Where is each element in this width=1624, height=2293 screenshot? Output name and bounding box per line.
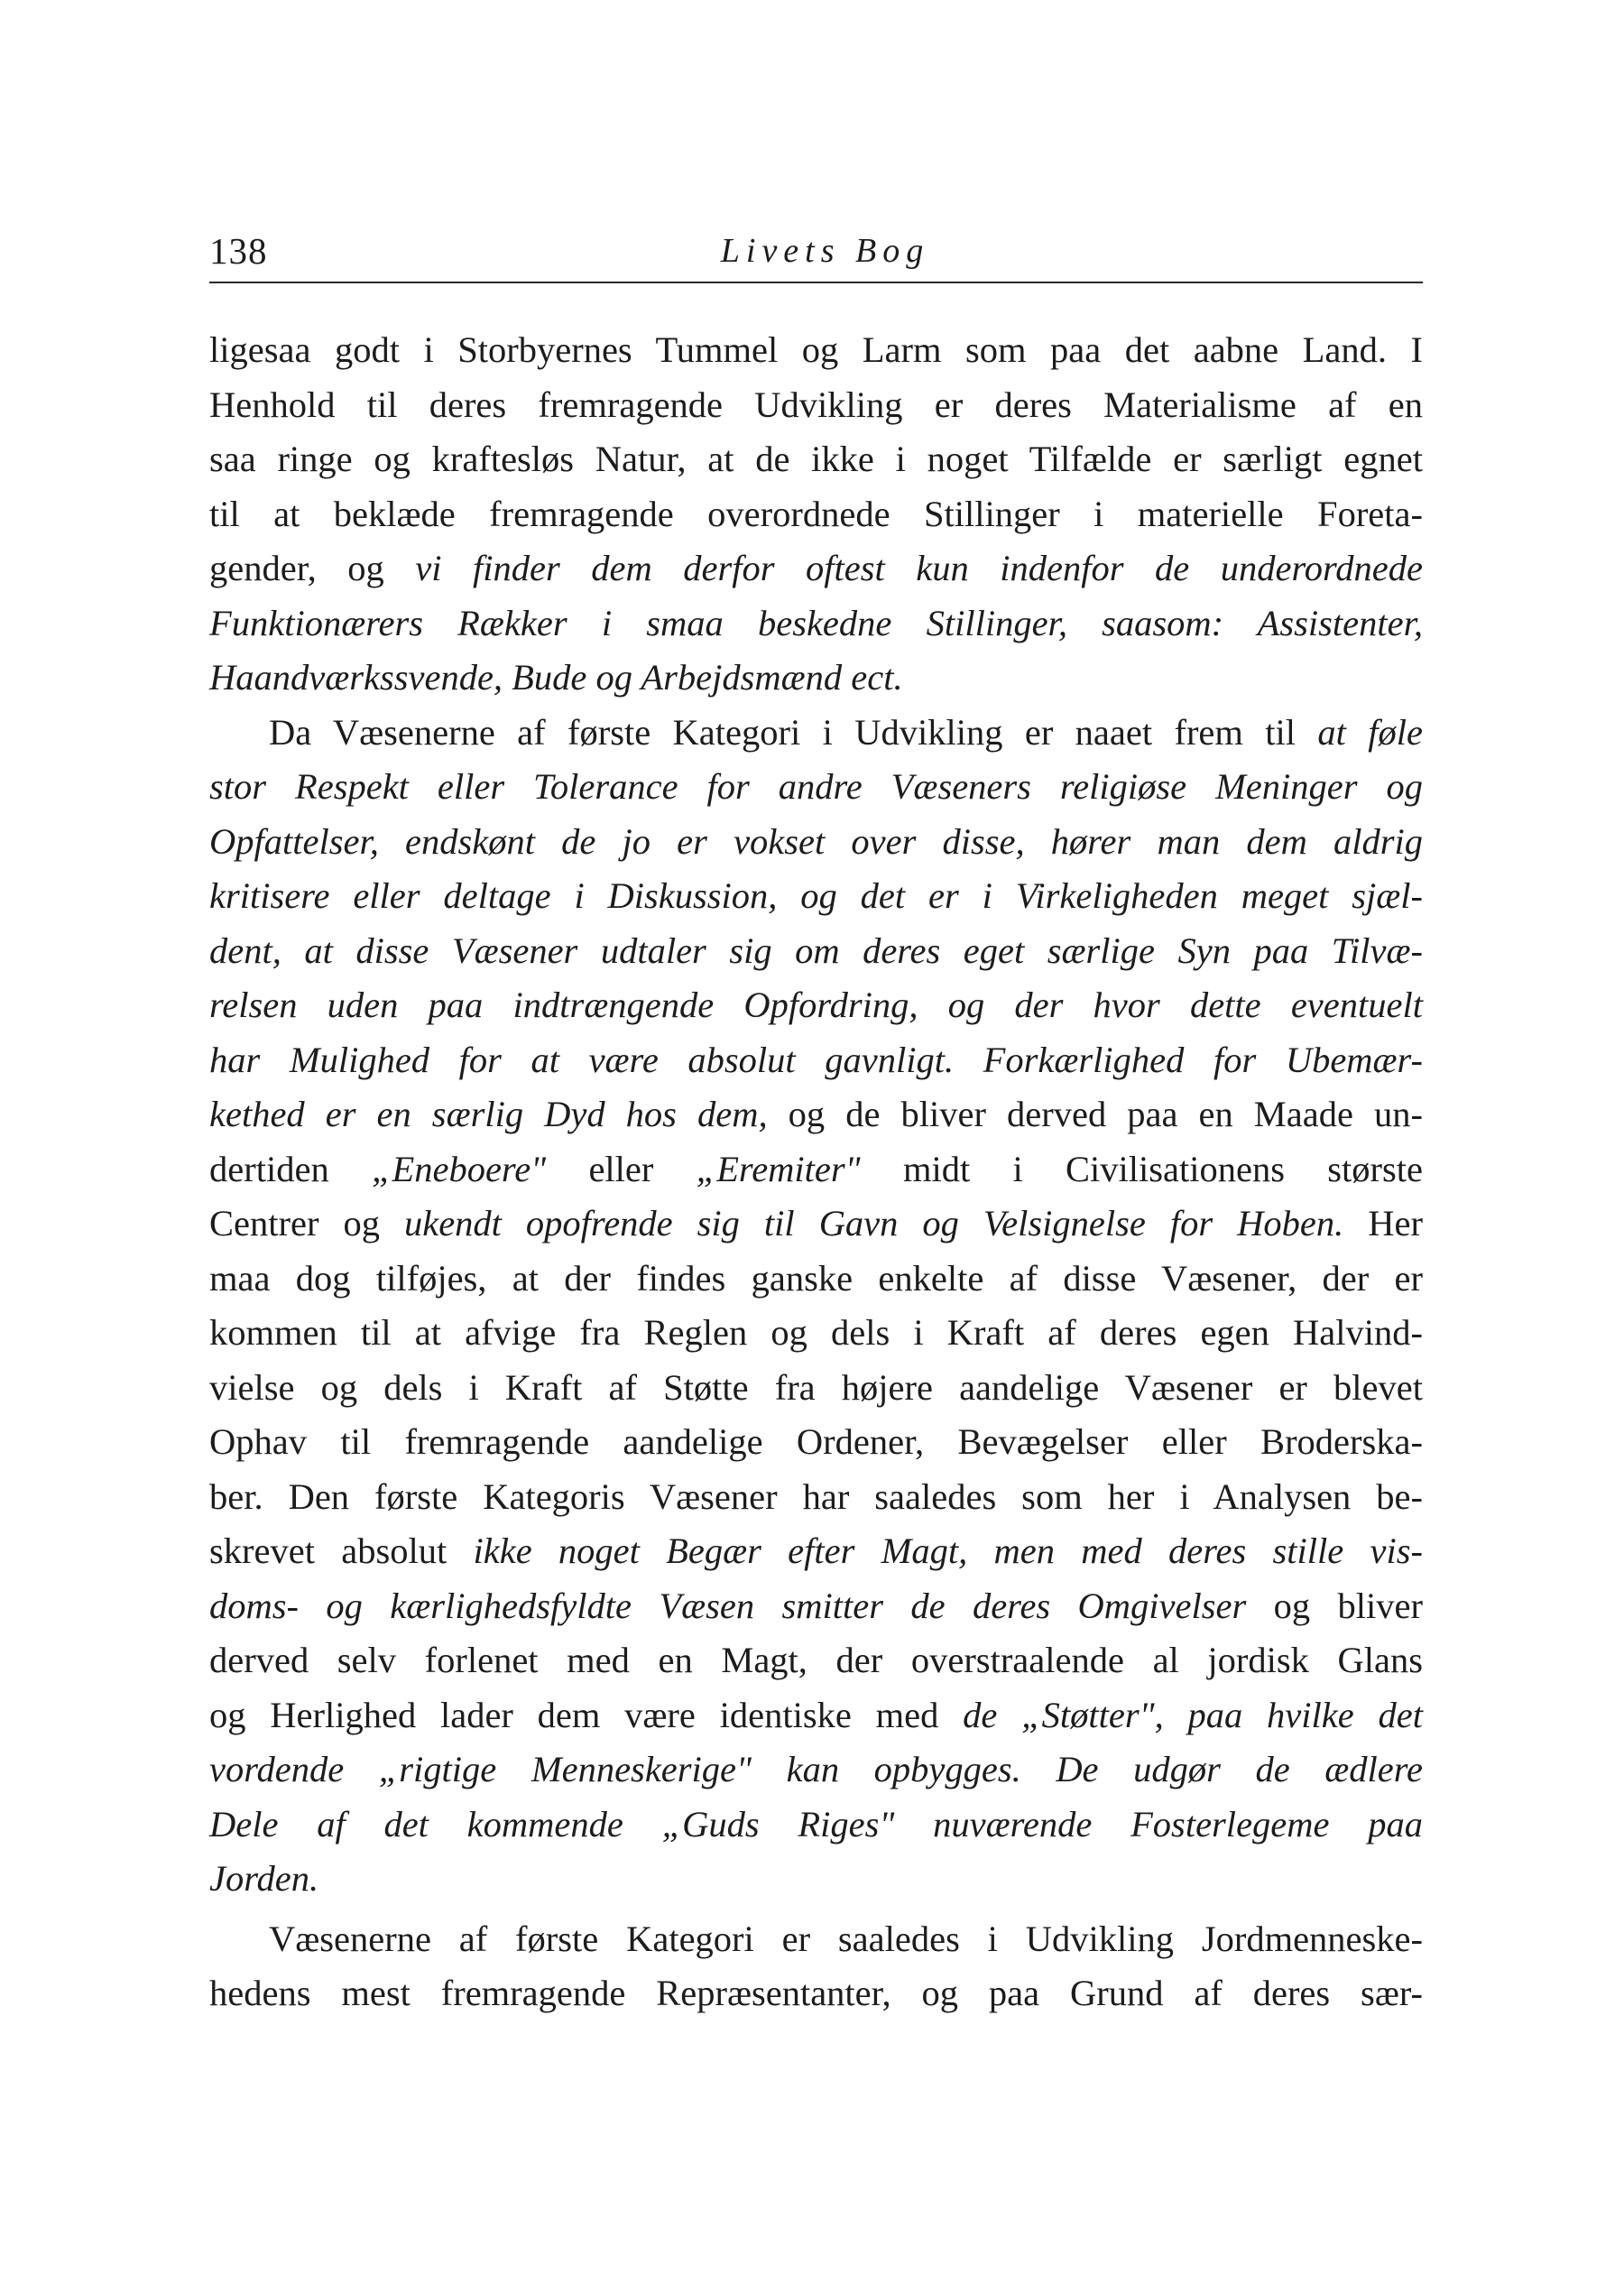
text-line — [209, 487, 1423, 542]
text-segment: skrevet absolut — [209, 1530, 474, 1571]
text-line — [209, 1415, 1423, 1470]
text-line — [209, 1524, 1423, 1579]
text-segment: gender, og — [209, 548, 416, 588]
text-line — [209, 651, 1423, 706]
text-segment: Henhold til deres fremragende Udvikling er deres Materialisme af en — [209, 384, 1423, 425]
italic-text: Haandværkssvende, Bude og Arbejdsmænd ect. — [209, 657, 903, 698]
text-line — [209, 378, 1423, 433]
text-segment: ber. Den første Kategoris Væsener har saaledes som her i Analysen be- — [209, 1475, 1423, 1517]
text-segment: Her — [1343, 1203, 1423, 1244]
text-segment: saa ringe og kraftesløs Natur, at de ikke i noget Tilfælde er særligt egnet — [209, 439, 1423, 479]
body-text — [209, 323, 1423, 2021]
text-line — [209, 1252, 1423, 1307]
italic-text: Dele af det kommende „Guds Riges" nuværende Fosterlegeme paa — [209, 1803, 1423, 1845]
italic-text: relsen uden paa indtrængende Opfordring, og der hvor dette eventuelt — [209, 985, 1423, 1025]
text-segment: ligesaa godt i Storbyernes Tummel og Larm som paa det aabne Land. I — [209, 329, 1423, 370]
italic-text: „Eneboere" — [371, 1148, 547, 1189]
italic-text: Jorden. — [209, 1858, 319, 1899]
text-segment: Da Væsenerne af første Kategori i Udvikling er naaet frem til — [269, 711, 1318, 753]
text-line — [209, 1306, 1423, 1361]
text-line — [209, 1798, 1423, 1853]
italic-text: Funktionærers Rækker i smaa beskedne Stillinger, saasom: Assistenter, — [209, 602, 1423, 643]
text-line — [209, 1142, 1423, 1197]
text-segment: Centrer og — [209, 1203, 404, 1244]
text-line — [209, 1688, 1423, 1743]
page-header — [209, 227, 1423, 283]
text-segment: Ophav til fremragende aandelige Ordener, Bevægelser eller Broderska- — [209, 1421, 1423, 1462]
text-line — [209, 541, 1423, 596]
text-segment: vielse og dels i Kraft af Støtte fra højere aandelige Væsener er blevet — [209, 1366, 1423, 1408]
text-segment: til at beklæde fremragende overordnede Stillinger i materielle Foreta- — [209, 493, 1423, 534]
italic-text: kritisere eller deltage i Diskussion, — [209, 875, 801, 916]
text-line — [209, 760, 1423, 815]
italic-text: „Eremiter" — [696, 1148, 861, 1189]
text-segment: eller — [546, 1148, 697, 1189]
text-line — [209, 1470, 1423, 1525]
text-segment: hedens mest fremragende Repræsentanter, og paa Grund af deres sær- — [209, 1973, 1423, 2013]
text-segment: og bliver — [1246, 1585, 1423, 1626]
italic-text: doms- og kærlighedsfyldte Væsen smitter de deres Omgivelser — [209, 1585, 1247, 1626]
italic-text: dent, at disse Væsener udtaler sig om deres eget særlige Syn paa Tilvæ- — [209, 929, 1423, 971]
italic-text: stor Respekt eller Tolerance for andre Væseners religiøse Meninger og — [209, 766, 1423, 807]
text-segment: maa dog tilføjes, at der findes ganske enkelte af disse Væsener, der er — [209, 1257, 1423, 1299]
text-line — [209, 1033, 1423, 1088]
text-line — [209, 978, 1423, 1033]
text-line — [209, 596, 1423, 652]
text-segment: kommen til at afvige fra Reglen og dels i Kraft af deres egen Halvind- — [209, 1312, 1423, 1353]
text-line — [209, 1579, 1423, 1634]
italic-text: og det er i — [800, 875, 1016, 916]
text-segment: og Herlighed lader dem være identiske med — [209, 1694, 964, 1735]
italic-text: ukendt opofrende sig til Gavn og Velsignelse for Hoben. — [403, 1203, 1344, 1244]
italic-text: kethed er en særlig Dyd hos dem, — [209, 1094, 768, 1134]
italic-text: vordende „rigtige Menneskerige" kan opbygges. De udgør de ædlere — [209, 1749, 1423, 1789]
text-segment: dertiden — [209, 1148, 372, 1189]
text-line — [209, 323, 1423, 378]
italic-text: vi finder dem derfor oftest kun indenfor de underordnede — [415, 548, 1423, 588]
italic-text: at føle — [1317, 711, 1424, 753]
text-line — [209, 1087, 1423, 1142]
text-line — [209, 1852, 1423, 1907]
text-line — [209, 924, 1423, 979]
text-segment: derved selv forlenet med en Magt, der overstraalende al jordisk Glans — [209, 1640, 1423, 1680]
text-line — [209, 1197, 1423, 1252]
text-line — [209, 1743, 1423, 1798]
page-number: 138 — [209, 230, 268, 272]
text-segment: og de bliver derved paa en Maade un- — [767, 1094, 1424, 1134]
italic-text: Opfattelser, endskønt de jo er vokset over disse, hører man dem aldrig — [209, 820, 1423, 862]
text-line — [209, 432, 1423, 487]
text-line — [209, 815, 1423, 870]
text-line — [209, 706, 1423, 761]
text-line — [209, 1912, 1423, 1967]
italic-text: Virkeligheden meget sjæl- — [1015, 875, 1424, 916]
text-line — [209, 1966, 1423, 2021]
text-line — [209, 869, 1423, 924]
italic-text: har Mulighed for at være absolut gavnligt. Forkærlighed for Ubemær- — [209, 1039, 1423, 1080]
italic-text: de „Støtter", paa hvilke det — [963, 1694, 1423, 1735]
text-line — [209, 1633, 1423, 1688]
italic-text: ikke noget Begær efter Magt, men med deres stille vis- — [473, 1530, 1423, 1571]
running-title: Livets Bog — [720, 232, 930, 270]
text-segment: Væsenerne af første Kategori er saaledes i Udvikling Jordmenneske- — [269, 1918, 1423, 1959]
text-segment: midt i Civilisationens største — [860, 1148, 1423, 1189]
text-line — [209, 1361, 1423, 1416]
